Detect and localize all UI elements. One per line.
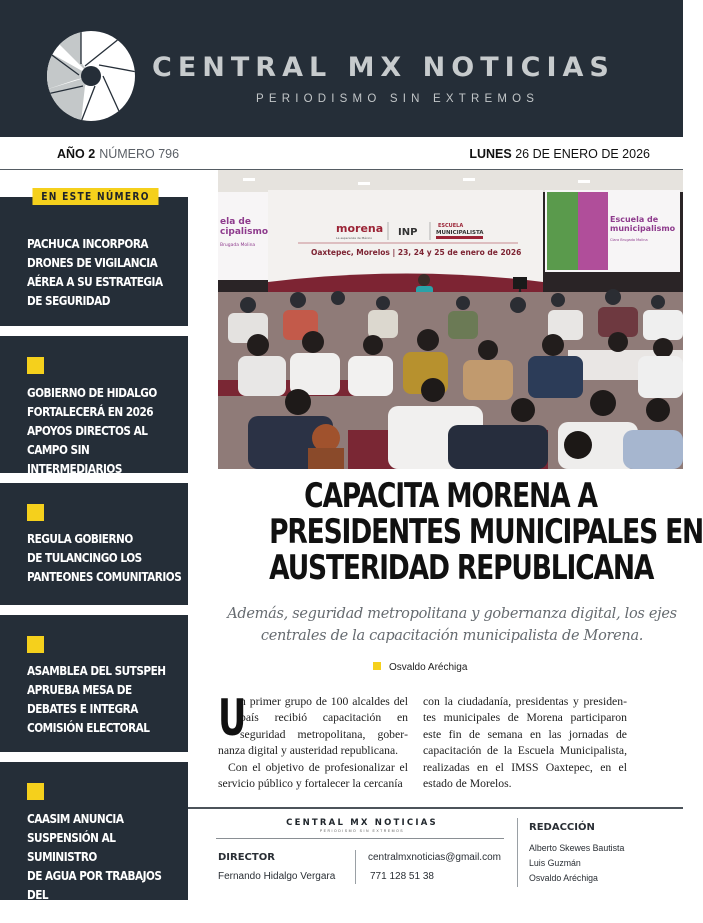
headline-line: ASAMBLEA DEL SUTSPEH	[27, 663, 166, 678]
sidebar-story-headline	[27, 661, 185, 737]
headline-line: TREN AIFA-PACHUCA	[27, 906, 140, 921]
year-label: AÑO 2	[57, 147, 96, 161]
sidebar-story-1[interactable]	[0, 197, 188, 326]
weekday: LUNES	[469, 147, 512, 161]
body-paragraph: n primer grupo de 100 alcaldes del país recibió capacitación en seguridad metropolitana, gobernanza digital y austeridad republicana.	[218, 695, 408, 758]
issue-date	[469, 147, 650, 161]
headline-line: AUSTERIDAD REPUBLICANA	[269, 548, 654, 588]
article-dek: Además, seguridad metropolitana y gobernanza digital, los ejes centrales de la capacitación municipalista de Morena.	[227, 606, 677, 644]
lead-photo	[218, 170, 683, 469]
body-paragraph: Con el objetivo de profesionalizar el servicio público y fortalecer la cercanía	[218, 760, 408, 791]
headline-line: APRUEBA MESA DE	[27, 682, 132, 697]
headline-line: DE AGUA POR TRABAJOS DEL	[27, 868, 162, 902]
sidebar-story-2[interactable]	[0, 336, 188, 476]
svg-text:Brugada Molina: Brugada Molina	[220, 243, 256, 248]
headline-line: PANTEONES COMUNITARIOS	[27, 569, 182, 584]
headline-line: FORTALECERÁ EN 2026	[27, 404, 154, 419]
redaccion-member: Osvaldo Aréchiga	[529, 873, 598, 883]
article-column-1	[218, 689, 408, 792]
headline-line: AÉREA A SU ESTRATEGIA	[27, 274, 163, 289]
svg-text:INP: INP	[398, 227, 418, 238]
drop-cap: U	[218, 689, 247, 747]
headline-line: CAPACITA MORENA A	[304, 476, 597, 516]
footer-divider	[188, 807, 683, 809]
headline-line: APOYOS DIRECTOS AL	[27, 423, 148, 438]
camera-aperture-icon	[45, 30, 137, 122]
headline-line: PRESIDENTES MUNICIPALES EN	[269, 512, 703, 552]
footer-tagline: PERIODISMO SIN EXTREMOS	[319, 829, 405, 833]
yellow-square-marker-icon	[373, 662, 381, 670]
issue-bar	[0, 137, 683, 170]
banner-location: Oaxtepec, Morelos | 23, 24 y 25 de enero de 2026	[311, 248, 522, 257]
headline-line: CAASIM ANUNCIA	[27, 811, 124, 826]
svg-text:cipalismo: cipalismo	[220, 227, 269, 237]
article-column-2	[423, 694, 627, 792]
redaccion-member: Luis Guzmán	[529, 858, 581, 868]
svg-text:ESCUELA: ESCUELA	[438, 223, 464, 229]
footer-brand: CENTRAL MX NOTICIAS	[286, 818, 438, 828]
date-text: 26 DE ENERO DE 2026	[515, 147, 650, 161]
headline-line: DEBATES E INTEGRA	[27, 701, 138, 716]
masthead	[0, 0, 683, 137]
headline-line: REGULA GOBIERNO	[27, 531, 133, 546]
sidebar-story-4[interactable]	[0, 615, 188, 752]
article-headline	[218, 476, 703, 588]
footer-vertical-divider	[355, 850, 356, 884]
headline-line: GOBIERNO DE HIDALGO	[27, 385, 157, 400]
sidebar-story-headline	[27, 234, 185, 310]
sidebar-story-headline	[27, 529, 185, 586]
yellow-square-marker-icon	[27, 357, 44, 374]
svg-text:municipalismo: municipalismo	[610, 224, 676, 233]
director-name: Fernando Hidalgo Vergara	[218, 871, 336, 882]
screen-speaker: Clara Brugada Molina	[610, 238, 648, 242]
sidebar-story-3[interactable]	[0, 483, 188, 605]
banner-brand: morena	[336, 222, 384, 235]
headline-line: DRONES DE VIGILANCIA	[27, 255, 158, 270]
byline-author: Osvaldo Aréchiga	[389, 662, 468, 673]
brand-tagline: PERIODISMO SIN EXTREMOS	[256, 93, 540, 105]
issue-info	[57, 147, 179, 161]
issue-number: NÚMERO 796	[99, 147, 180, 161]
yellow-square-marker-icon	[27, 783, 44, 800]
headline-line: COMISIÓN ELECTORAL	[27, 720, 150, 735]
headline-line: SUSPENSIÓN AL SUMINISTRO	[27, 830, 116, 864]
svg-text:MUNICIPALISTA: MUNICIPALISTA	[436, 230, 484, 236]
director-label: DIRECTOR	[218, 852, 275, 863]
sidebar-story-headline	[27, 383, 185, 478]
brand-title: CENTRAL MX NOTICIAS	[152, 52, 615, 83]
body-paragraph: con la ciudadanía, presidentas y presidentes municipales de Morena participaron este fin de semana en las jornadas de capacitación de la Escuela Municipalista, realizadas en el IMSS Oaxtepec, en el estado de Morelos.	[423, 695, 627, 791]
redaccion-label: REDACCIÓN	[529, 822, 595, 833]
article-byline	[373, 662, 467, 673]
contact-phone: 771 128 51 38	[370, 871, 434, 882]
contact-email-link[interactable]: centralmxnoticias@gmail.com	[368, 852, 501, 863]
yellow-square-marker-icon	[27, 636, 44, 653]
section-label: EN ESTE NÚMERO	[32, 188, 158, 205]
yellow-square-marker-icon	[27, 504, 44, 521]
headline-line: PACHUCA INCORPORA	[27, 236, 149, 251]
headline-line: DE TULANCINGO LOS	[27, 550, 142, 565]
footer-vertical-divider	[517, 818, 518, 887]
sidebar-story-headline	[27, 809, 185, 923]
screen-title: Escuela de	[610, 215, 659, 224]
sidebar-story-5[interactable]	[0, 762, 188, 921]
left-screen-title: ela de	[220, 217, 251, 227]
headline-line: DE SEGURIDAD	[27, 293, 110, 308]
svg-text:La esperanza de México: La esperanza de México	[336, 236, 373, 240]
headline-line: CAMPO SIN INTERMEDIARIOS	[27, 442, 122, 476]
redaccion-member: Alberto Skewes Bautista	[529, 843, 625, 853]
footer-separator	[216, 838, 504, 839]
